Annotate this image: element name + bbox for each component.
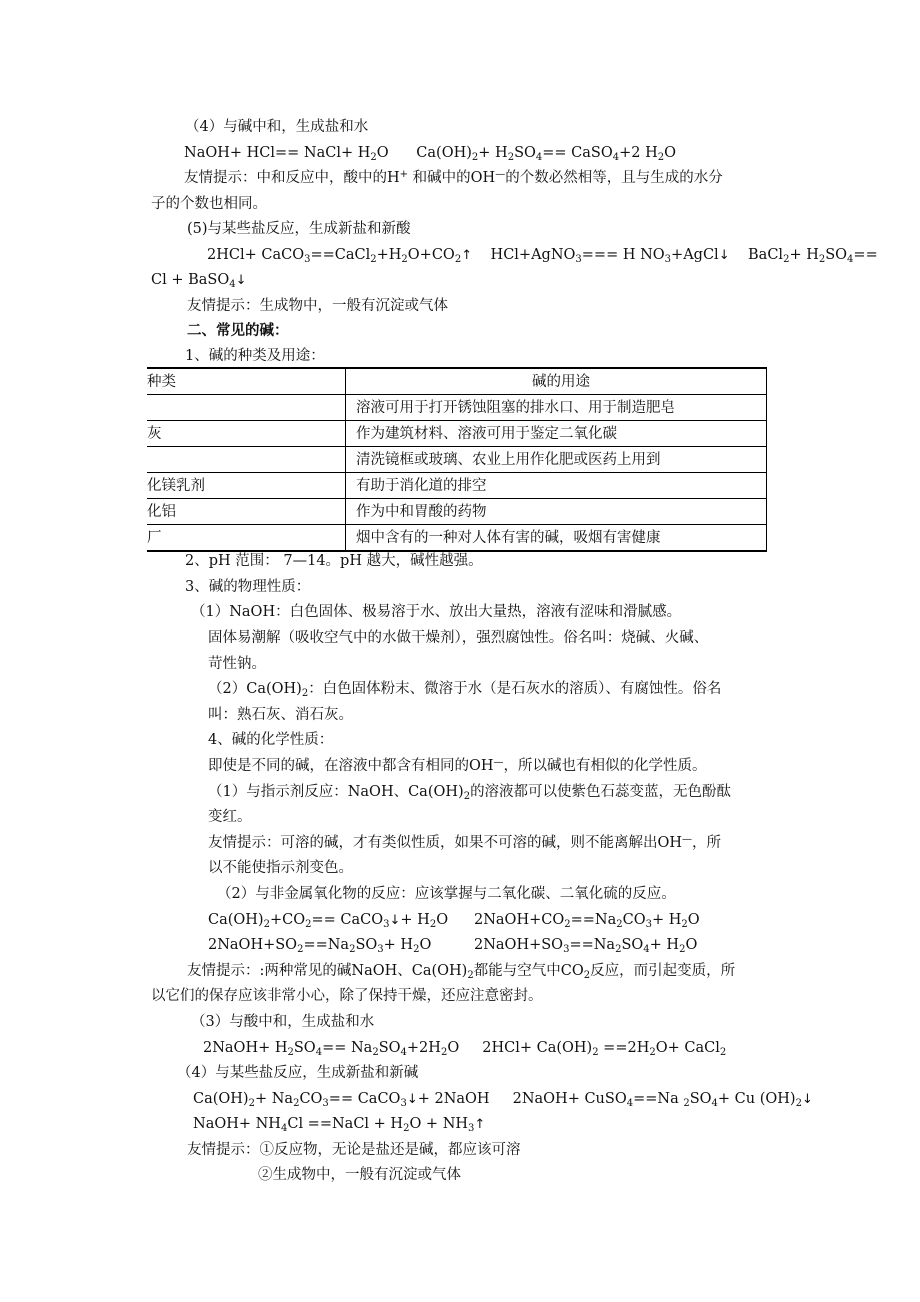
table-cell: 厂 [147, 525, 346, 552]
table-row [147, 395, 767, 421]
table-cell [147, 395, 346, 421]
heading-neutralization: （4）与碱中和，生成盐和水 [185, 119, 369, 135]
body-line: $(2)Ca(OH)_2$：白色固体粉末、微溶于水（是石灰水的溶质）、有腐蚀性。俗名 [208, 681, 722, 699]
body-line: 固体易潮解（吸收空气中的水做干燥剂），强烈腐蚀性。俗名叫：烧碱、火碱、 [208, 630, 709, 646]
table-row [147, 447, 767, 473]
body-line: （1）NaOH：白色固体、极易溶于水、放出大量热，溶液有涩味和滑腻感。 [191, 604, 682, 620]
body-line: （1）与指示剂反应：NaOH、$Ca(OH)_2$的溶液都可以使紫色石蕊变蓝，无色酚酞 [208, 784, 732, 802]
subheading: 1、碱的种类及用途： [185, 348, 325, 364]
table-cell: 化镁乳剂 [147, 473, 346, 499]
tip-line: 友情提示：中和反应中，酸中的H+ 和碱中的OH—的个数必然相等，且与生成的水分 [184, 169, 723, 186]
body-line: 即使是不同的碱，在溶液中都含有相同的OH—，所以碱也有相似的化学性质。 [208, 757, 707, 774]
body-line: （2）与非金属氧化物的反应：应该掌握与二氧化碳、二氧化硫的反应。 [217, 886, 676, 902]
equation-line: $2NaOH+CO_2==Na_2CO_3+ H_2O$ [474, 912, 700, 930]
heading-salt-reaction: (5)与某些盐反应，生成新盐和新酸 [187, 221, 411, 237]
equation-line: NaOH+ $NH_4Cl$ ==NaCl + $H_2O$ + $NH_3↑$ [193, 1116, 486, 1134]
equation-line: $2NaOH+SO_3==Na_2SO_4+ H_2O$ [474, 937, 698, 955]
table-row [147, 525, 767, 552]
subheading: （3）与酸中和，生成盐和水 [191, 1014, 375, 1030]
section-title: 二、常见的碱： [187, 322, 289, 339]
body-line: 苛性钠。 [208, 656, 266, 672]
equation-line: $Ca(OH)_2+ Na_2CO_3==$ CaCO$_3$↓+ 2NaOH 2NaOH+ CuSO$_4$==Na $_2SO_4+ Cu$ $(OH)_2↓$ [193, 1091, 813, 1109]
tip-line: 友情提示：生成物中，一般有沉淀或气体 [187, 298, 448, 314]
table-cell: 溶液可用于打开锈蚀阻塞的排水口、用于制造肥皂 [346, 395, 767, 421]
table-cell: 灰 [147, 421, 346, 447]
table-cell: 化铝 [147, 499, 346, 525]
table-cell: 烟中含有的一种对人体有害的碱，吸烟有害健康 [346, 525, 767, 552]
equation-line: $2HCl+ CaCO_3==CaCl_2+H_2O+CO_2↑$ HCl+AgNO$_3$=== H $NO_3+AgCl↓$ BaCl$_2$+ $H_2SO_4==$ [207, 247, 878, 265]
table-row [147, 499, 767, 525]
table-cell: 有助于消化道的排空 [346, 473, 767, 499]
body-line: 叫：熟石灰、消石灰。 [208, 707, 353, 723]
equation-line: $Ca(OH)_2+CO_2==$ CaCO$_3$↓+ $H_2O$ [208, 912, 449, 930]
tip-line: 友情提示：:两种常见的碱NaOH、$Ca(OH)_2$都能与空气中$CO_2$反应，而引起变质，所 [187, 963, 736, 981]
equation-line: Cl + BaSO$_4$↓ [151, 272, 247, 290]
equation-line: 2NaOH+ $H_2SO_4== Na_2SO_4+2H_2O$ $2HCl+ Ca(OH)_2 ==2H_2O+$ CaCl$_2$ [203, 1040, 727, 1058]
table-header-cell: 碱的用途 [346, 368, 767, 395]
base-uses-table [147, 367, 767, 552]
tip-line: 友情提示：①反应物，无论是盐还是碱，都应该可溶 [187, 1142, 521, 1158]
tip-line: 友情提示：可溶的碱，才有类似性质，如果不可溶的碱，则不能离解出OH—，所 [208, 834, 722, 851]
subheading: 4、碱的化学性质： [208, 732, 334, 748]
table-row [147, 421, 767, 447]
table-cell: 作为建筑材料、溶液可用于鉴定二氧化碳 [346, 421, 767, 447]
ph-range: 2、pH 范围： 7—14。pH 越大，碱性越强。 [185, 553, 483, 569]
equation-line: NaOH+ HCl== NaCl+ $H_2O$ $Ca(OH)_2+ H_2SO_4==$ CaSO$_4$+2 $H_2O$ [184, 145, 677, 163]
subheading: （4）与某些盐反应，生成新盐和新碱 [177, 1065, 419, 1081]
table-cell: 清洗镜框或玻璃、农业上用作化肥或医药上用到 [346, 447, 767, 473]
table-header-cell: 种类 [147, 368, 346, 395]
tip-line-cont: 子的个数也相同。 [151, 196, 267, 212]
tip-line-cont: ②生成物中，一般有沉淀或气体 [258, 1167, 461, 1183]
table-cell [147, 447, 346, 473]
table-row [147, 473, 767, 499]
table-header-row [147, 368, 767, 395]
body-line: 变红。 [208, 809, 252, 825]
tip-line-cont: 以它们的保存应该非常小心，除了保持干燥，还应注意密封。 [151, 988, 543, 1004]
equation-line: $2NaOH+SO_2==Na_2SO_3+ H_2O$ [208, 937, 432, 955]
subheading: 3、碱的物理性质： [185, 579, 311, 595]
table-cell: 作为中和胃酸的药物 [346, 499, 767, 525]
tip-line-cont: 以不能使指示剂变色。 [208, 860, 353, 876]
